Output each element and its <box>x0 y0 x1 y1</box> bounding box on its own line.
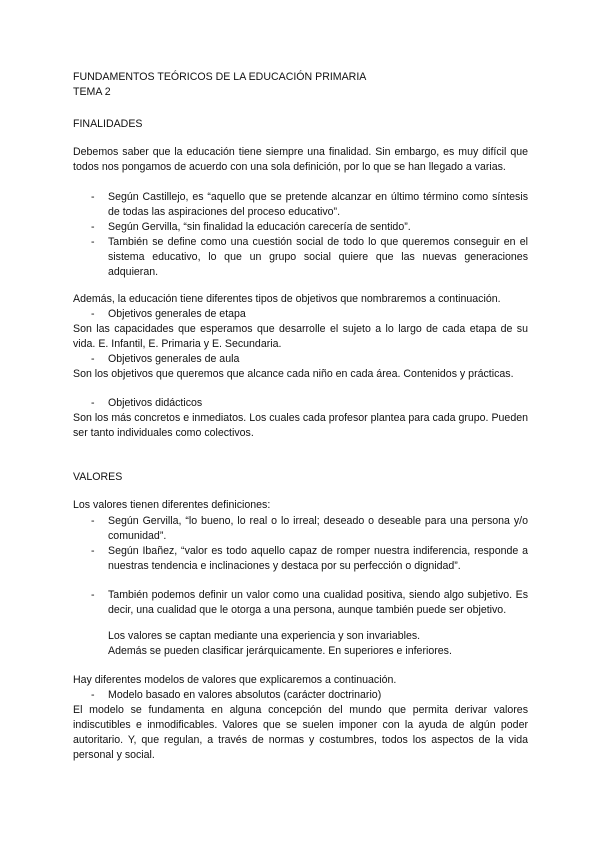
objective-text-aula: Son los objetivos que queremos que alcance cada niño en cada área. Contenidos y prácticas. <box>73 368 514 380</box>
document-subtitle: TEMA 2 <box>73 86 111 98</box>
objective-label-didacticos: Objetivos didácticos <box>108 397 203 409</box>
document-title: FUNDAMENTOS TEÓRICOS DE LA EDUCACIÓN PRIMARIA <box>73 71 367 83</box>
objective-text-etapa: Son las capacidades que esperamos que desarrolle el sujeto a lo largo de cada etapa de su vida. E. Infantil, E. Primaria y E. Secundaria. <box>73 323 528 350</box>
valores-heading: VALORES <box>73 471 123 483</box>
valores-bullet-2: Según Ibañez, “valor es todo aquello capaz de romper nuestra indiferencia, responde a nuestras tendencia e inclinaciones y destaca por su perfección o dignidad”. <box>108 545 528 572</box>
bullet-dash: - <box>91 397 95 409</box>
bullet-dash: - <box>91 308 95 320</box>
bullet-dash: - <box>91 515 95 527</box>
model-text-absolutos: El modelo se fundamenta en alguna concepción del mundo que permita derivar valores indiscutibles e inmodificables. Valores que se suelen imponer con la ayuda de algún poder autoritario. Y, que regulan, a través de normas y costumbres, todos los aspectos de la vida personal y social. <box>73 704 528 761</box>
objective-label-etapa: Objetivos generales de etapa <box>108 308 246 320</box>
bullet-dash: - <box>91 191 95 203</box>
objectives-intro: Además, la educación tiene diferentes tipos de objetivos que nombraremos a continuación. <box>73 293 501 305</box>
objective-text-didacticos: Son los más concretos e inmediatos. Los cuales cada profesor plantea para cada grupo. Pueden ser tanto individuales como colectivos. <box>73 412 528 439</box>
valores-intro: Los valores tienen diferentes definiciones: <box>73 499 271 511</box>
model-label-absolutos: Modelo basado en valores absolutos (carácter doctrinario) <box>108 689 382 701</box>
objective-label-aula: Objetivos generales de aula <box>108 353 240 365</box>
finalidades-intro: Debemos saber que la educación tiene siempre una finalidad. Sin embargo, es muy difícil que todos nos pongamos de acuerdo con una sola definición, por lo que se han llegado a varias. <box>73 146 528 173</box>
finalidades-heading: FINALIDADES <box>73 118 143 130</box>
bullet-dash: - <box>91 221 95 233</box>
models-intro: Hay diferentes modelos de valores que explicaremos a continuación. <box>73 674 397 686</box>
finalidades-bullet-3: También se define como una cuestión social de todo lo que queremos conseguir en el sistema educativo, lo que un grupo social quiere que las nuevas generaciones adquieran. <box>108 236 528 278</box>
finalidades-bullet-1: Según Castillejo, es “aquello que se pretende alcanzar en último término como síntesis de todas las aspiraciones del proceso educativo”. <box>108 191 528 218</box>
bullet-dash: - <box>91 689 95 701</box>
bullet-dash: - <box>91 589 95 601</box>
finalidades-bullet-2: Según Gervilla, “sin finalidad la educación carecería de sentido”. <box>108 221 411 233</box>
bullet-dash: - <box>91 236 95 248</box>
valores-bullet-1: Según Gervilla, “lo bueno, lo real o lo irreal; deseado o deseable para una persona y/o comunidad”. <box>108 515 528 542</box>
valores-bullet-3-extra-1: Los valores se captan mediante una experiencia y son invariables. <box>108 630 421 642</box>
valores-bullet-3-extra-2: Además se pueden clasificar jerárquicamente. En superiores e inferiores. <box>108 645 452 657</box>
bullet-dash: - <box>91 353 95 365</box>
valores-bullet-3: También podemos definir un valor como una cualidad positiva, siendo algo subjetivo. Es decir, una cualidad que le otorga a una persona, aunque también puede ser objetivo. <box>108 589 528 616</box>
bullet-dash: - <box>91 545 95 557</box>
